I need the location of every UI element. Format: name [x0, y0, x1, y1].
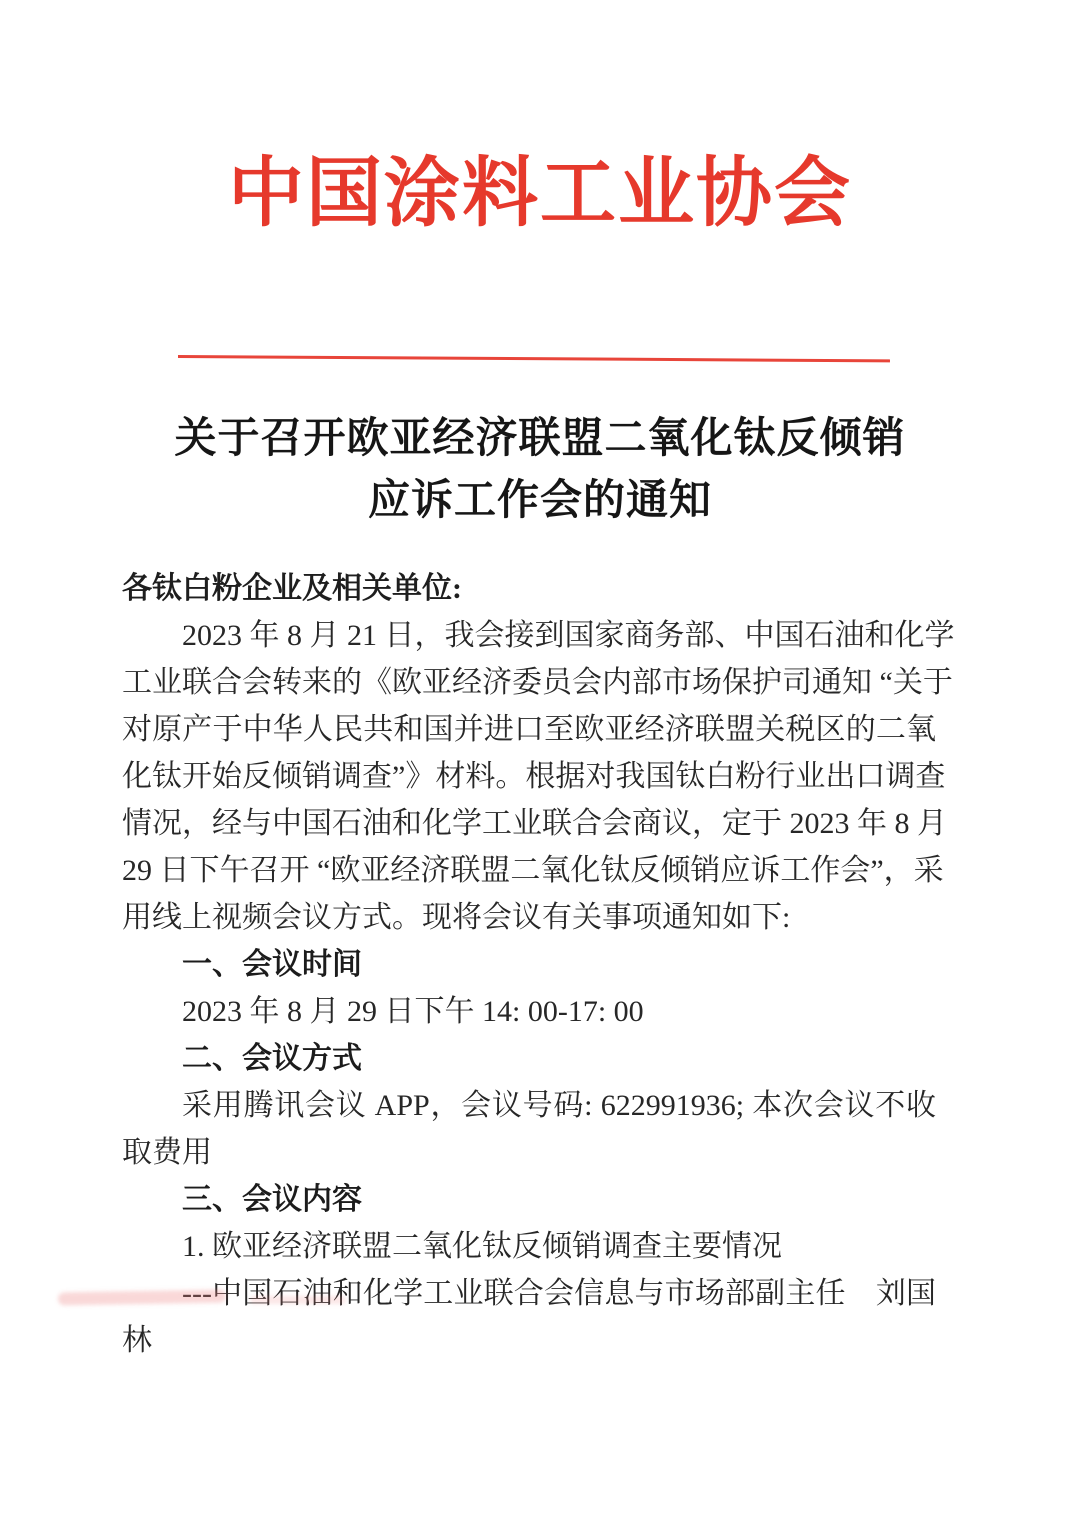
section-heading-meeting-time: 一、会议时间	[182, 948, 362, 981]
body-line: 2023 年 8 月 21 日，我会接到国家商务部、中国石油和化学	[182, 619, 955, 652]
notice-body	[122, 565, 955, 1364]
notice-title-line1: 关于召开欧亚经济联盟二氧化钛反倾销	[174, 416, 906, 462]
body-line: 用线上视频会议方式。现将会议有关事项通知如下:	[122, 901, 791, 934]
speaker-line: ---中国石油和化学工业联合会信息与市场部副主任 刘国	[182, 1277, 936, 1310]
body-line: 化钛开始反倾销调查”》材料。根据对我国钛白粉行业出口调查	[122, 760, 946, 793]
section-heading-meeting-method: 二、会议方式	[182, 1042, 362, 1075]
body-line: 29 日下午召开 “欧亚经济联盟二氧化钛反倾销应诉工作会”，采	[122, 854, 944, 887]
letterhead-divider-line	[178, 355, 890, 362]
scan-smudge	[250, 1296, 346, 1304]
body-line: 情况，经与中国石油和化学工业联合会商议，定于 2023 年 8 月	[122, 807, 947, 840]
body-line: 工业联合会转来的《欧亚经济委员会内部市场保护司通知 “关于	[122, 666, 953, 699]
speaker-line-wrap: 林	[122, 1324, 152, 1357]
notice-title	[0, 408, 1080, 532]
meeting-time-line: 2023 年 8 月 29 日下午 14: 00-17: 00	[182, 995, 644, 1028]
section-heading-meeting-content: 三、会议内容	[182, 1183, 362, 1216]
meeting-method-line-wrap: 取费用	[122, 1136, 212, 1169]
notice-title-line2: 应诉工作会的通知	[367, 478, 712, 524]
salutation: 各钛白粉企业及相关单位:	[122, 572, 462, 605]
meeting-method-line: 采用腾讯会议 APP，会议号码: 622991936; 本次会议不收	[182, 1089, 936, 1122]
letterhead-org-name: 中国涂料工业协会	[228, 152, 852, 236]
agenda-item-line: 1. 欧亚经济联盟二氧化钛反倾销调查主要情况	[182, 1230, 782, 1263]
body-line: 对原产于中华人民共和国并进口至欧亚经济联盟关税区的二氧	[122, 713, 936, 746]
